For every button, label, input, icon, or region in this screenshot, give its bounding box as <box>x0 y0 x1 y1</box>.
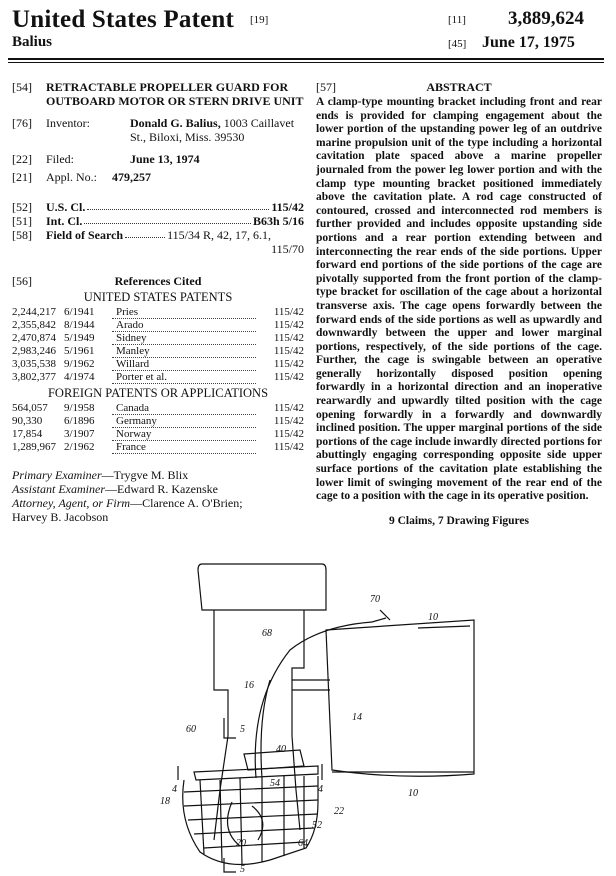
ref-number: 17,854 <box>12 428 43 440</box>
claims-summary: 9 Claims, 7 Drawing Figures <box>388 514 530 527</box>
inventor-name: Donald G. Balius, <box>130 116 221 130</box>
int-cl-value: B63h 5/16 <box>252 214 304 228</box>
ref-date: 6/1896 <box>64 415 95 427</box>
ref-label-16: 16 <box>244 680 254 691</box>
boat-transom <box>326 620 474 776</box>
ref-label-20: 20 <box>236 838 246 849</box>
field-value: 115/34 R, 42, 17, 6.1, <box>167 228 272 242</box>
title-code: [54] <box>12 80 32 94</box>
reference-row <box>12 428 304 441</box>
int-cl-label: Int. Cl. <box>46 214 83 228</box>
references-code: [56] <box>12 274 32 288</box>
examiners-block <box>12 468 304 524</box>
reference-row <box>12 415 304 428</box>
foreign-patents-heading: FOREIGN PATENTS OR APPLICATIONS <box>47 386 269 400</box>
inventor-code: [76] <box>12 116 32 130</box>
ref-date: 6/1941 <box>64 306 95 319</box>
motor-housing <box>198 564 326 610</box>
reference-row <box>12 441 304 454</box>
ref-inventor: Arado <box>112 319 256 332</box>
abstract-code: [57] <box>316 80 336 94</box>
mount-arm <box>292 680 330 690</box>
ref-label-22: 22 <box>334 806 344 817</box>
clamp-bracket <box>244 750 304 770</box>
transom-top <box>418 626 470 628</box>
ref-number: 3,035,538 <box>12 358 56 370</box>
ref-label-10: 10 <box>428 612 438 623</box>
ref-label-5-bottom: 5 <box>240 864 245 875</box>
cable-handle-70 <box>372 610 390 622</box>
ref-inventor: Canada <box>112 402 256 415</box>
ref-date: 8/1944 <box>64 319 95 331</box>
ref-label-52: 52 <box>312 820 322 831</box>
ref-label-4-left: 4 <box>172 784 177 795</box>
ref-inventor: Germany <box>112 415 256 428</box>
reference-row <box>12 358 304 371</box>
reference-row <box>12 402 304 415</box>
ref-class: 115/42 <box>273 402 304 415</box>
field-value-cont: 115/70 <box>271 242 304 256</box>
filed-code: [22] <box>12 152 32 166</box>
ref-date: 3/1907 <box>64 428 95 440</box>
ref-class: 115/42 <box>273 371 304 383</box>
ref-date: 2/1962 <box>64 441 95 453</box>
us-patents-heading: UNITED STATES PATENTS <box>83 290 233 304</box>
leader-dots <box>87 200 269 210</box>
appl-label: Appl. No.: <box>46 170 97 184</box>
ref-label-10-lower: 10 <box>408 788 418 799</box>
ref-date: 5/1961 <box>64 345 95 357</box>
filed-label: Filed: <box>46 152 75 166</box>
int-cl-code: [51] <box>12 214 32 228</box>
appl-field <box>12 170 304 184</box>
ref-number: 3,802,377 <box>12 371 56 383</box>
foreign-patents-table <box>12 402 304 454</box>
ref-label-14: 14 <box>352 712 362 723</box>
inid-code-45: [45] <box>448 38 467 50</box>
abstract-heading: ABSTRACT <box>426 80 492 94</box>
field-of-search <box>12 228 304 242</box>
ref-number: 2,983,246 <box>12 345 56 357</box>
ref-date: 5/1949 <box>64 332 95 344</box>
ref-inventor: Norway <box>112 428 256 441</box>
ref-inventor: Porter et al. <box>112 371 256 384</box>
ref-date: 4/1974 <box>64 371 95 383</box>
ref-number: 564,057 <box>12 402 48 415</box>
ref-label-60: 60 <box>186 724 196 735</box>
filed-field <box>12 152 304 166</box>
primary-examiner-label: Primary Examiner <box>12 468 102 482</box>
ref-inventor: Willard <box>112 358 256 371</box>
ref-class: 115/42 <box>273 306 304 319</box>
assistant-examiner-label: Assistant Examiner <box>12 482 105 496</box>
ref-number: 2,470,874 <box>12 332 56 344</box>
ref-label-18: 18 <box>160 796 170 807</box>
ref-inventor: Sidney <box>112 332 256 345</box>
ref-class: 115/42 <box>273 345 304 357</box>
attorney: —Clarence A. O'Brien; <box>130 496 243 510</box>
patent-date: June 17, 1975 <box>482 34 575 51</box>
ref-class: 115/42 <box>273 441 304 453</box>
header-rule-thin <box>8 62 604 63</box>
control-cable-68 <box>255 622 372 778</box>
assistant-examiner: —Edward R. Kazenske <box>105 482 218 496</box>
us-patents-table <box>12 306 304 384</box>
inventor-address: 1003 Caillavet St., Biloxi, Miss. 39530 <box>130 116 295 144</box>
references-heading-row <box>12 274 304 288</box>
attorney-cont: Harvey B. Jacobson <box>12 510 109 524</box>
inventor-field <box>12 116 304 144</box>
ref-date: 9/1958 <box>64 402 95 415</box>
ref-number: 2,244,217 <box>12 306 56 319</box>
ref-number: 2,355,842 <box>12 319 56 331</box>
inid-code-19: [19] <box>250 14 269 26</box>
us-cl-code: [52] <box>12 200 32 214</box>
power-leg-lower <box>214 736 300 840</box>
reference-row <box>12 332 304 345</box>
ref-inventor: Manley <box>112 345 256 358</box>
attorney-label: Attorney, Agent, or Firm <box>12 496 131 510</box>
primary-examiner: —Trygve M. Blix <box>101 468 189 482</box>
abstract-heading-row <box>316 80 602 94</box>
ref-class: 115/42 <box>273 415 304 427</box>
ref-number: 1,289,967 <box>12 441 56 453</box>
field-code: [58] <box>12 228 32 242</box>
reference-row <box>12 319 304 332</box>
inventor-surname: Balius <box>12 34 53 50</box>
reference-row <box>12 306 304 319</box>
ref-class: 115/42 <box>273 319 304 331</box>
ref-label-40: 40 <box>276 744 286 755</box>
header-rule-thick <box>8 58 604 60</box>
leader-dots <box>125 228 165 238</box>
inventor-label: Inventor: <box>46 116 90 130</box>
title-field <box>12 80 304 108</box>
filed-value: June 13, 1974 <box>130 152 200 166</box>
ref-label-54: 54 <box>270 778 280 789</box>
ref-class: 115/42 <box>273 428 304 440</box>
invention-title: RETRACTABLE PROPELLER GUARD FOR OUTBOARD MOTOR OR STERN DRIVE UNIT <box>46 80 304 108</box>
abstract-text: A clamp-type mounting bracket including front and rear ends is provided for clamping engagement about the lower portion of the upstanding power leg of an outdrive marine propulsion unit of the type including a horizontal cavitation plate spaced above a marine propeller journaled from the power leg lower portion and with the clamp type mounting bracket positioned immediately above the cavitation plate. A rod cage constructed of contoured, crossed and interconnected rod members is further provided and includes opposite upstanding side portions and a rear portion extending between and interconnecting the rear ends of the side portions. Upper forward end portions of the side portions of the cage are pivotally supported from the front portion of the clamp-type bracket for oscillation of the cage about a horizontal transverse axis. The cage opens forwardly between the forward ends of the side portions as well as upwardly and downwardly between the upper and lower marginal portions, respectively, of the side portions of the cage. Further, the cage is swingable between an operative generally horizontally disposed position opening forwardly in a horizontal direction and an inoperative rearwardly and upwardly tilted position with the cage opening forwardly in a forwardly and downwardly inclined position. The upper marginal portions of the side portions of the cage include inwardly directed portions for abuttingly engaging corresponding opposite side upper surface portions of the cavitation plate establishing the lower limit of swinging movement of the rear end of the cage to a position with the cage in its operative position. <box>316 96 602 503</box>
ref-label-70: 70 <box>370 594 380 605</box>
references-heading: References Cited <box>114 274 202 288</box>
ref-class: 115/42 <box>273 358 304 370</box>
field-label: Field of Search <box>46 228 124 242</box>
ref-date: 9/1962 <box>64 358 95 370</box>
patent-office-title: United States Patent <box>12 6 235 33</box>
int-cl-field <box>12 214 304 228</box>
ref-class: 115/42 <box>273 332 304 344</box>
reference-row <box>12 345 304 358</box>
ref-label-68: 68 <box>262 628 272 639</box>
inid-code-11: [11] <box>448 14 466 26</box>
patent-number: 3,889,624 <box>508 8 584 29</box>
us-cl-value: 115/42 <box>271 200 304 214</box>
appl-code: [21] <box>12 170 32 184</box>
ref-label-4-right: 4 <box>318 784 323 795</box>
ref-inventor: Pries <box>112 306 256 319</box>
abstract-column <box>316 80 602 528</box>
ref-inventor: France <box>112 441 256 454</box>
leader-dots <box>84 214 251 224</box>
bibliographic-column <box>12 80 304 524</box>
us-cl-field <box>12 200 304 214</box>
ref-label-64: 64 <box>298 838 308 849</box>
ref-label-5-top: 5 <box>240 724 245 735</box>
appl-value: 479,257 <box>112 170 151 184</box>
us-cl-label: U.S. Cl. <box>46 200 86 214</box>
ref-number: 90,330 <box>12 415 43 427</box>
patent-drawing-figure <box>0 540 616 876</box>
reference-row <box>12 371 304 384</box>
